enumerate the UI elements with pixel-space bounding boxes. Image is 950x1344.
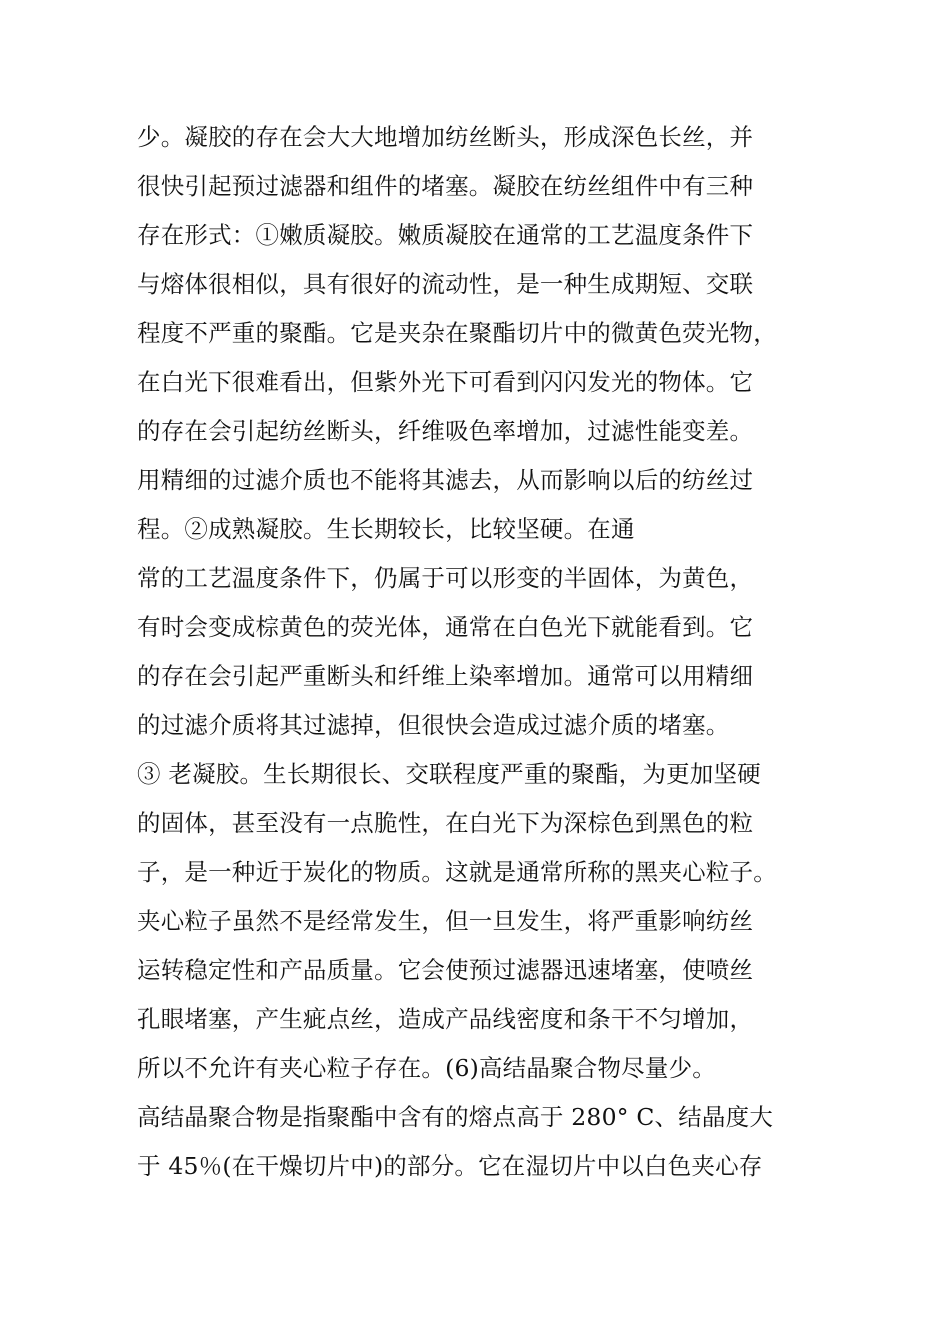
text-line: 常的工艺温度条件下，仍属于可以形变的半固体，为黄色， bbox=[137, 564, 754, 592]
text-line: 孔眼堵塞，产生疵点丝，造成产品线密度和条干不匀增加， bbox=[137, 1005, 754, 1033]
text-line: 少。凝胶的存在会大大地增加纺丝断头，形成深色长丝，并 bbox=[137, 123, 754, 151]
text-line: 程。②成熟凝胶。生长期较长，比较坚硬。在通 bbox=[137, 515, 635, 543]
text-line: 有时会变成棕黄色的荧光体，通常在白色光下就能看到。它 bbox=[137, 613, 754, 641]
text-line: 夹心粒子虽然不是经常发生，但一旦发生，将严重影响纺丝 bbox=[137, 907, 754, 935]
text-line: 存在形式：①嫩质凝胶。嫩质凝胶在通常的工艺温度条件下 bbox=[137, 221, 754, 249]
text-line: 与熔体很相似，具有很好的流动性，是一种生成期短、交联 bbox=[137, 270, 754, 298]
text-line: 用精细的过滤介质也不能将其滤去，从而影响以后的纺丝过 bbox=[137, 466, 754, 494]
text-line: ③ 老凝胶。生长期很长、交联程度严重的聚酯，为更加坚硬 bbox=[137, 760, 761, 788]
text-line: 的存在会引起严重断头和纤维上染率增加。通常可以用精细 bbox=[137, 662, 754, 690]
body-text bbox=[137, 113, 837, 1191]
text-line: 在白光下很难看出，但紫外光下可看到闪闪发光的物体。它 bbox=[137, 368, 754, 396]
text-line: 的过滤介质将其过滤掉，但很快会造成过滤介质的堵塞。 bbox=[137, 711, 730, 739]
text-line: 的固体，甚至没有一点脆性，在白光下为深棕色到黑色的粒 bbox=[137, 809, 754, 837]
text-line: 很快引起预过滤器和组件的堵塞。凝胶在纺丝组件中有三种 bbox=[137, 172, 754, 200]
text-line: 程度不严重的聚酯。它是夹杂在聚酯切片中的微黄色荧光物， bbox=[137, 319, 777, 347]
text-line: 于 45％(在干燥切片中)的部分。它在湿切片中以白色夹心存 bbox=[137, 1152, 763, 1180]
text-line: 高结晶聚合物是指聚酯中含有的熔点高于 280° C、结晶度大 bbox=[137, 1103, 774, 1131]
text-line: 子，是一种近于炭化的物质。这就是通常所称的黑夹心粒子。 bbox=[137, 858, 777, 886]
text-line: 运转稳定性和产品质量。它会使预过滤器迅速堵塞，使喷丝 bbox=[137, 956, 754, 984]
text-line: 所以不允许有夹心粒子存在。(6)高结晶聚合物尽量少。 bbox=[137, 1054, 716, 1082]
text-line: 的存在会引起纺丝断头，纤维吸色率增加，过滤性能变差。 bbox=[137, 417, 754, 445]
